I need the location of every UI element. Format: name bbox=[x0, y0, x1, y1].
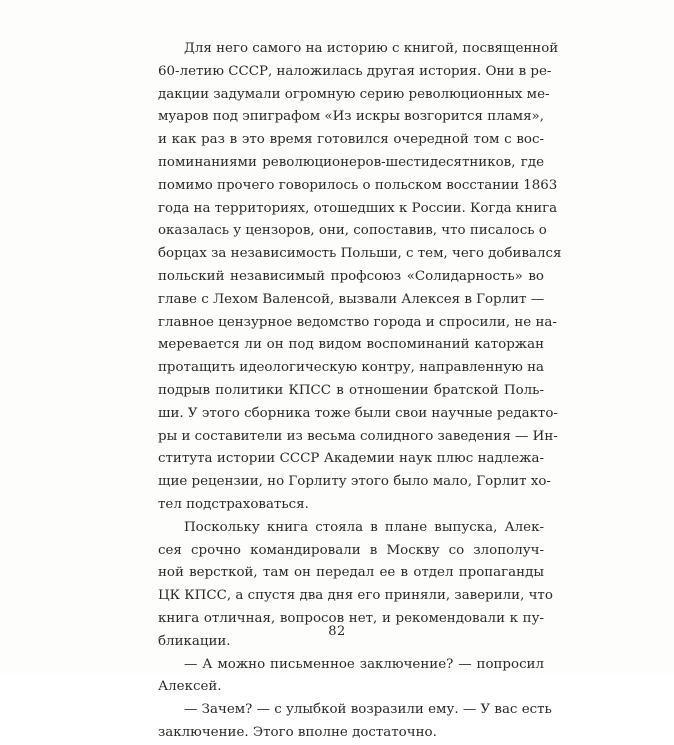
text-line: ши. У этого сборника тоже были свои научные редакто- bbox=[158, 405, 558, 421]
text-line: бликации. bbox=[158, 633, 231, 649]
paragraph bbox=[158, 38, 562, 517]
paragraph bbox=[158, 654, 544, 700]
text-line: 60-летию СССР, наложилась другая история. Они в ре- bbox=[158, 63, 552, 79]
text-line: протащить идеологическую контру, направленную на bbox=[158, 360, 545, 376]
text-line: ры и составители из весьма солидного заведения — Ин- bbox=[158, 428, 558, 444]
text-line: ЦК КПСС, а спустя два дня его приняли, заверили, что bbox=[158, 588, 553, 604]
text-line: книга отличная, вопросов нет, и рекомендовали к пу- bbox=[158, 610, 544, 626]
page-number: 82 bbox=[328, 624, 346, 639]
text-line: ной версткой, там он передал ее в отдел пропаганды bbox=[158, 565, 544, 581]
text-line: оказалась у цензоров, они, сопоставив, что писалось о bbox=[158, 223, 547, 239]
text-line: борцах за независимость Польши, с тем, чего добивался bbox=[158, 246, 562, 262]
text-line: помимо прочего говорилось о польском восстании 1863 bbox=[158, 177, 558, 193]
text-line: польский независимый профсоюз «Солидарность» во bbox=[158, 268, 544, 284]
text-line: Поскольку книга стояла в плане выпуска, Алек- bbox=[184, 519, 544, 535]
text-line: щие рецензии, но Горлиту этого было мало, Горлит хо- bbox=[158, 474, 551, 490]
text-line: тел подстраховаться. bbox=[158, 496, 309, 512]
text-line: главное цензурное ведомство города и спросили, не на- bbox=[158, 314, 557, 330]
text-line: Алексей. bbox=[158, 679, 222, 695]
text-line: ститута истории СССР Академии наук плюс надлежа- bbox=[158, 451, 544, 467]
text-line: года на территориях, отошедших к России. Когда книга bbox=[158, 200, 558, 216]
text-line: дакции задумали огромную серию революционных ме- bbox=[158, 86, 550, 102]
text-line: главе с Лехом Валенсой, вызвали Алексея в Горлит — bbox=[158, 291, 545, 307]
text-line: — А можно письменное заключение? — попросил bbox=[184, 656, 544, 672]
text-line: и как раз в это время готовился очередной том с вос- bbox=[158, 132, 544, 148]
text-line: заключение. Этого вполне достаточно. bbox=[158, 724, 437, 740]
text-line: муаров под эпиграфом «Из искры возгорится пламя», bbox=[158, 109, 544, 125]
text-line: сея срочно командировали в Москву со злополуч- bbox=[158, 542, 544, 558]
text-line: подрыв политики КПСС в отношении братской Поль- bbox=[158, 382, 544, 398]
text-line: — Зачем? — с улыбкой возразили ему. — У вас есть bbox=[184, 702, 552, 718]
paragraph bbox=[158, 699, 552, 745]
text-line: Для него самого на историю с книгой, посвященной bbox=[184, 41, 559, 56]
text-line: меревается ли он под видом воспоминаний каторжан bbox=[158, 337, 544, 353]
text-line: поминаниями революционеров-шестидесятников, где bbox=[158, 154, 544, 170]
